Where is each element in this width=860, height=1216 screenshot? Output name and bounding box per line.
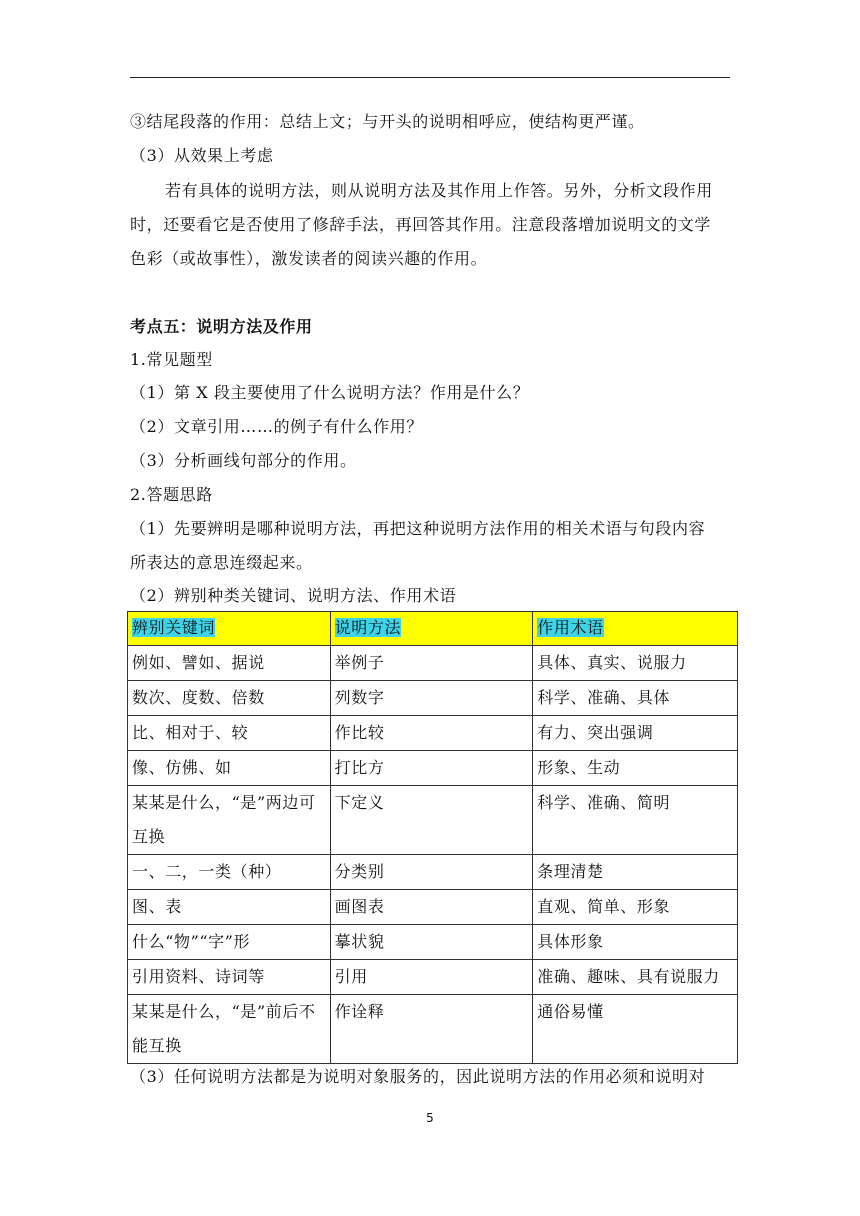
table-cell: 图、表 bbox=[128, 890, 331, 925]
subheading-effect: （3）从效果上考虑 bbox=[130, 146, 274, 165]
answer-line: 所表达的意思连缀起来。 bbox=[130, 553, 313, 572]
table-cell: 例如、譬如、据说 bbox=[128, 646, 331, 681]
table-cell: 某某是什么，“是”前后不能互换 bbox=[128, 995, 331, 1064]
table-cell: 下定义 bbox=[330, 786, 533, 855]
table-header-cell: 说明方法 bbox=[330, 612, 533, 646]
table-cell: 科学、准确、简明 bbox=[533, 786, 738, 855]
table-cell: 摹状貌 bbox=[330, 925, 533, 960]
header-rule bbox=[130, 77, 730, 78]
subsection-title: 1.常见题型 bbox=[130, 350, 213, 369]
table-row bbox=[128, 681, 738, 716]
answer-line: （3）任何说明方法都是为说明对象服务的，因此说明方法的作用必须和说明对 bbox=[130, 1067, 706, 1086]
table-row bbox=[128, 890, 738, 925]
answer-line: （1）先要辨明是哪种说明方法，再把这种说明方法作用的相关术语与句段内容 bbox=[130, 519, 706, 538]
paragraph-line: 若有具体的说明方法，则从说明方法及其作用上作答。另外，分析文段作用 bbox=[165, 181, 713, 200]
table-cell: 形象、生动 bbox=[533, 751, 738, 786]
question-item: （2）文章引用……的例子有什么作用？ bbox=[130, 417, 423, 436]
table-header-cell: 作用术语 bbox=[533, 612, 738, 646]
table-cell: 具体形象 bbox=[533, 925, 738, 960]
table-cell: 举例子 bbox=[330, 646, 533, 681]
table-cell: 比、相对于、较 bbox=[128, 716, 331, 751]
table-row bbox=[128, 855, 738, 890]
methods-table bbox=[127, 611, 738, 1064]
table-cell: 画图表 bbox=[330, 890, 533, 925]
table-row bbox=[128, 646, 738, 681]
table-row bbox=[128, 786, 738, 855]
question-item: （1）第 X 段主要使用了什么说明方法？作用是什么？ bbox=[130, 383, 530, 402]
section-heading: 考点五：说明方法及作用 bbox=[130, 317, 313, 336]
table-row bbox=[128, 716, 738, 751]
table-row bbox=[128, 960, 738, 995]
table-row bbox=[128, 995, 738, 1064]
page-number: 5 bbox=[426, 1111, 434, 1125]
table-cell: 分类别 bbox=[330, 855, 533, 890]
table-cell: 数次、度数、倍数 bbox=[128, 681, 331, 716]
table-cell: 引用 bbox=[330, 960, 533, 995]
paragraph-ending-role: ③结尾段落的作用：总结上文；与开头的说明相呼应，使结构更严谨。 bbox=[130, 112, 645, 131]
table-cell: 有力、突出强调 bbox=[533, 716, 738, 751]
table-cell: 打比方 bbox=[330, 751, 533, 786]
question-item: （3）分析画线句部分的作用。 bbox=[130, 451, 357, 470]
table-cell: 条理清楚 bbox=[533, 855, 738, 890]
table-cell: 直观、简单、形象 bbox=[533, 890, 738, 925]
paragraph-line: 时，还要看它是否使用了修辞手法，再回答其作用。注意段落增加说明文的文学 bbox=[130, 215, 712, 234]
table-header-cell: 辨别关键词 bbox=[128, 612, 331, 646]
table-row bbox=[128, 751, 738, 786]
table-cell: 列数字 bbox=[330, 681, 533, 716]
table-header-row bbox=[128, 612, 738, 646]
table-cell: 像、仿佛、如 bbox=[128, 751, 331, 786]
table-cell: 某某是什么，“是”两边可互换 bbox=[128, 786, 331, 855]
table-row bbox=[128, 925, 738, 960]
table-cell: 什么“物”“字”形 bbox=[128, 925, 331, 960]
table-cell: 作比较 bbox=[330, 716, 533, 751]
answer-line: （2）辨别种类关键词、说明方法、作用术语 bbox=[130, 586, 457, 605]
table-cell: 具体、真实、说服力 bbox=[533, 646, 738, 681]
table-cell: 引用资料、诗词等 bbox=[128, 960, 331, 995]
table-cell: 科学、准确、具体 bbox=[533, 681, 738, 716]
table-cell: 通俗易懂 bbox=[533, 995, 738, 1064]
subsection-title: 2.答题思路 bbox=[130, 485, 213, 504]
paragraph-line: 色彩（或故事性），激发读者的阅读兴趣的作用。 bbox=[130, 249, 488, 268]
table-cell: 准确、趣味、具有说服力 bbox=[533, 960, 738, 995]
table-cell: 作诠释 bbox=[330, 995, 533, 1064]
table-cell: 一、二，一类（种） bbox=[128, 855, 331, 890]
